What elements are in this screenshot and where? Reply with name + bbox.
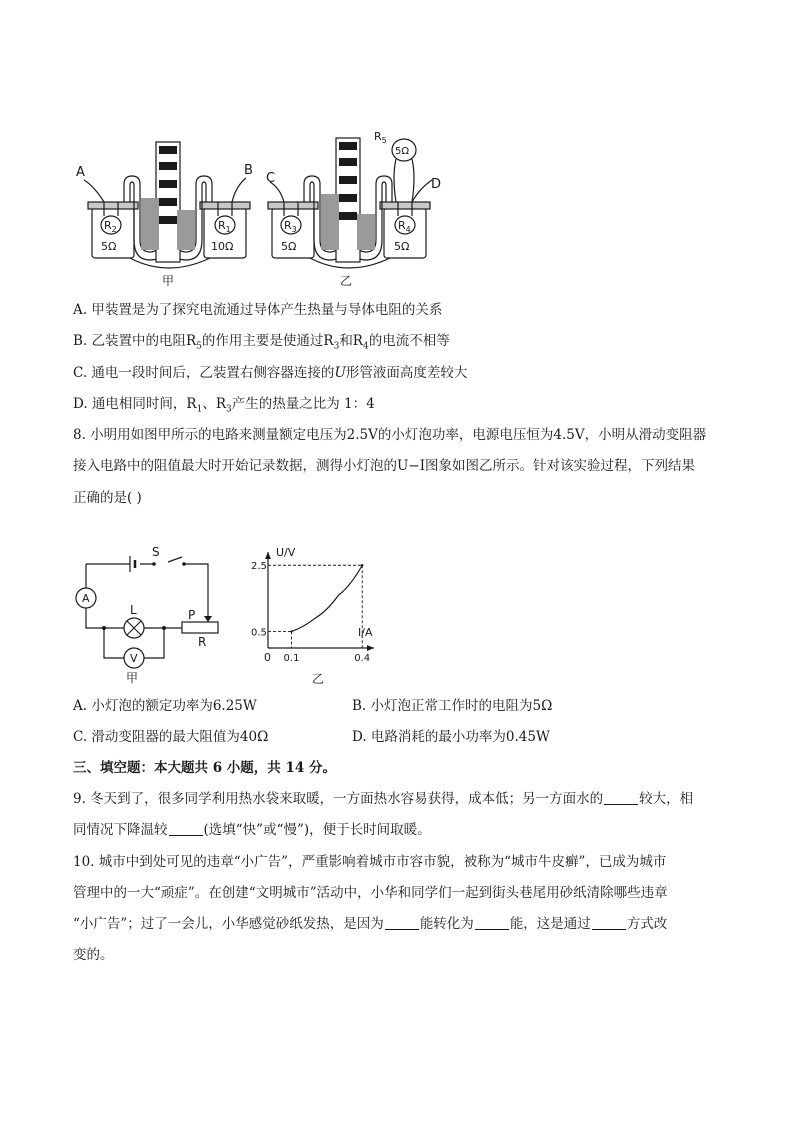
svg-text:R2 xyxy=(104,219,117,234)
label-r3-sub: 3 xyxy=(291,225,297,234)
graph-y-tick-label: 0.5 xyxy=(251,627,267,639)
q8-option-b: B. 小灯泡正常工作时的电阻为5Ω xyxy=(352,698,553,714)
graph-caption: 乙 xyxy=(312,672,325,686)
label-r3-val: 5Ω xyxy=(281,240,297,253)
q10-line2: 管理中的一大“顽症”。在创建“文明城市”活动中，小华和同学们一起到街头巷尾用砂纸清除哪些违章 xyxy=(73,885,668,901)
graph-x-tick-label: 0.4 xyxy=(354,653,371,664)
graph-data-point xyxy=(361,564,363,566)
q8-graph xyxy=(246,540,386,690)
q7-figure xyxy=(70,128,460,292)
label-r4: R xyxy=(398,219,406,232)
rheostat-body xyxy=(182,622,218,633)
caption-jia: 甲 xyxy=(162,274,175,288)
label-d: D xyxy=(431,177,442,192)
graph-xlabel: I/A xyxy=(358,626,373,639)
svg-text:R1 xyxy=(218,219,231,234)
q7-option-c: C. 通电一段时间后，乙装置右侧容器连接的U形管液面高度差较大 xyxy=(73,365,468,381)
q8-circuit xyxy=(74,544,224,686)
q10-blank-3[interactable] xyxy=(592,915,626,930)
q8-option-c: C. 滑动变阻器的最大阻值为40Ω xyxy=(73,729,269,745)
label-r5: R xyxy=(374,130,382,143)
label-c: C xyxy=(266,171,276,186)
circuit-caption: 甲 xyxy=(126,671,139,685)
q10-line1: 10. 城市中到处可见的违章“小广告”，严重影响着城市市容市貌，被称为“城市牛皮癣”，已成为城市 xyxy=(73,854,667,870)
q10-blank-1[interactable] xyxy=(385,915,419,930)
q7-option-d: D. 通电相同时间，$R_1$、$R_3$产生的热量之比为 1：4 xyxy=(73,396,375,415)
q9-blank-2[interactable] xyxy=(169,821,203,836)
circuit-label-l: L xyxy=(130,603,137,617)
svg-text:R3 xyxy=(284,219,297,234)
label-r2: R xyxy=(104,219,112,232)
q10-line4: 变的。 xyxy=(73,947,114,963)
q7-option-a: A. 甲装置是为了探究电流通过导体产生热量与导体电阻的关系 xyxy=(73,302,443,318)
slider-arrow-icon xyxy=(204,616,212,622)
q8-stem-line1: 8. 小明用如图甲所示的电路来测量额定电压为2.5V的小灯泡功率，电源电压恒为4.5V，小明从滑动变阻器 xyxy=(73,427,707,443)
q10-line3: “小广告”；过了一会儿，小华感觉砂纸发热，是因为 能转化为 能，这是通过 方式改 xyxy=(73,916,668,932)
q8-stem-line3: 正确的是( ) xyxy=(73,490,142,506)
q7-option-b: B. 乙装置中的电阻$R_5$的作用主要是使通过$R_3$和$R_4$的电流不相等 xyxy=(73,333,450,352)
graph-data-point xyxy=(290,630,292,632)
label-r5-sub: 5 xyxy=(381,136,387,145)
label-a: A xyxy=(76,165,85,180)
wire-d xyxy=(412,180,432,202)
graph-y-tick-label: 2.5 xyxy=(251,561,267,573)
svg-text:R5 xyxy=(374,130,387,145)
q10-blank-2[interactable] xyxy=(475,915,509,930)
label-r1-sub: 1 xyxy=(225,225,231,234)
q8-option-a: A. 小灯泡的额定功率为6.25W xyxy=(73,698,257,714)
circuit-label-s: S xyxy=(152,545,160,559)
label-r1: R xyxy=(218,219,226,232)
label-r2-val: 5Ω xyxy=(101,240,117,253)
q9-line2: 同情况下降温较 (选填“快”或“慢”)，便于长时间取暖。 xyxy=(73,822,431,838)
wire-a xyxy=(84,180,104,202)
label-r4-val: 5Ω xyxy=(394,240,410,253)
label-r3: R xyxy=(284,219,292,232)
q9-line1: 9. 冬天到了，很多同学利用热水袋来取暖，一方面热水容易获得，成本低；另一方面水的 较大，相 xyxy=(73,791,694,807)
circuit-label-v: V xyxy=(130,652,138,665)
graph-x-tick-label: 0.1 xyxy=(283,653,300,664)
wire-b xyxy=(232,178,246,202)
q9-blank-1[interactable] xyxy=(604,790,638,805)
label-r4-sub: 4 xyxy=(405,225,411,234)
section-heading: 三、填空题：本大题共 6 小题，共 14 分。 xyxy=(73,760,336,776)
caption-yi: 乙 xyxy=(340,274,353,288)
svg-text:R4 xyxy=(398,219,411,234)
graph-x-arrow-icon xyxy=(367,645,374,651)
graph-y-arrow-icon xyxy=(265,552,271,559)
graph-ylabel: U/V xyxy=(276,546,296,559)
graph-origin: 0 xyxy=(264,651,271,664)
graph-ui-curve xyxy=(292,565,363,631)
circuit-label-a: A xyxy=(82,592,90,605)
label-b: B xyxy=(244,163,253,178)
circuit-label-r: R xyxy=(198,635,207,649)
q8-stem-line2: 接入电路中的阻值最大时开始记录数据，测得小灯泡的U−I图象如图乙所示。针对该实验过程，下列结果 xyxy=(73,458,696,474)
q8-option-d: D. 电路消耗的最小功率为0.45W xyxy=(352,729,550,745)
label-r5-val: 5Ω xyxy=(395,146,410,157)
label-r1-val: 10Ω xyxy=(211,240,234,253)
circuit-label-p: P xyxy=(188,608,196,622)
label-r2-sub: 2 xyxy=(111,225,117,234)
